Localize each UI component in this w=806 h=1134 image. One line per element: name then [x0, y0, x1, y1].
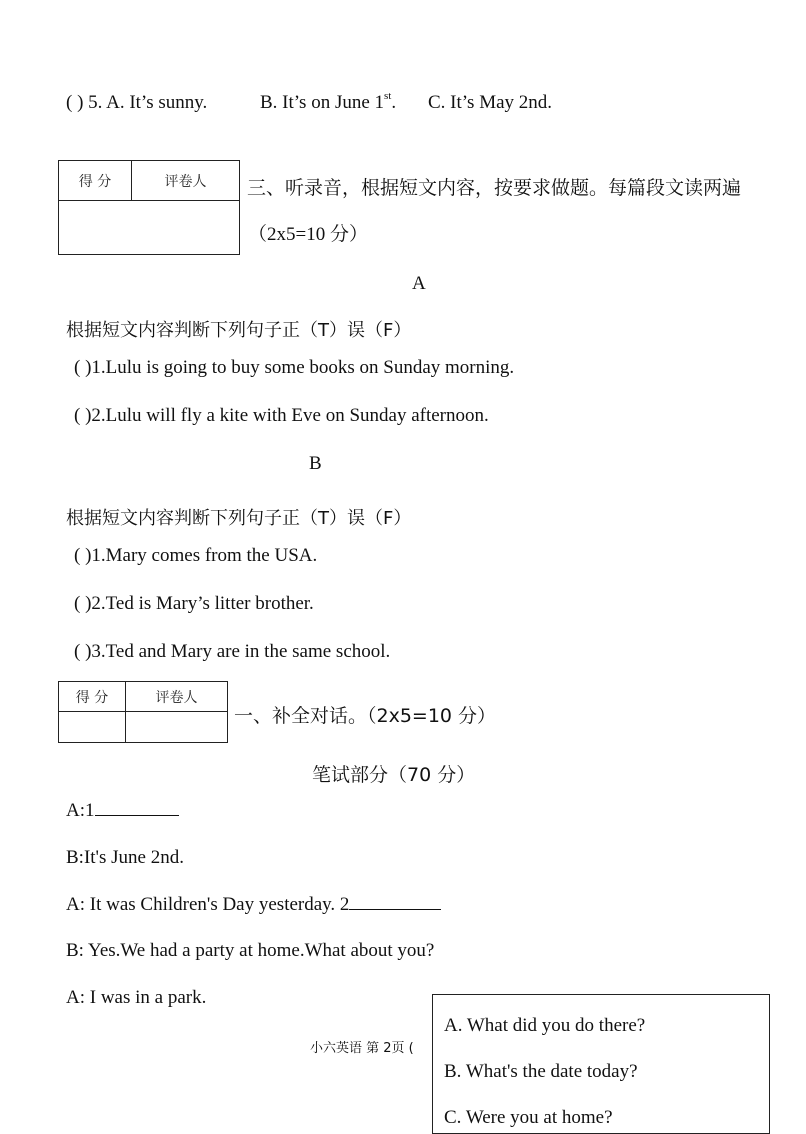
option-a: A. What did you do there? — [444, 1015, 646, 1036]
answer-paren: ( ) — [66, 92, 84, 113]
option-b — [260, 92, 396, 114]
dialogue-line: B: Yes.We had a party at home.What about you? — [66, 940, 435, 961]
section-3-title: 三、听录音，根据短文内容，按要求做题。每篇段文读两遍 — [247, 177, 742, 199]
grader-cell[interactable] — [126, 712, 228, 743]
page-footer: 小六英语 第 2页 ( — [310, 1041, 414, 1056]
dialogue-text: A: It was Children's Day yesterday. 2 — [66, 894, 350, 915]
list-item — [74, 357, 514, 379]
question-5 — [66, 92, 207, 114]
answer-blank[interactable] — [95, 801, 179, 816]
ordinal-suffix: st — [384, 90, 392, 102]
answer-paren: ( ) — [74, 405, 92, 426]
option-c: C. Were you at home? — [444, 1107, 613, 1128]
score-cell[interactable] — [59, 201, 240, 255]
list-item — [74, 641, 390, 663]
written-part-title: 笔试部分（70 分） — [312, 764, 476, 786]
answer-paren: ( ) — [74, 641, 92, 662]
grader-header: 评卷人 — [126, 682, 228, 712]
question-number: 5. — [88, 92, 103, 113]
option-a: A. It’s sunny. — [106, 92, 208, 113]
dialogue-line: A: I was in a park. — [66, 987, 207, 1008]
dialogue-text: A:1 — [66, 800, 95, 821]
list-item — [74, 405, 489, 427]
part-b-label: B — [309, 453, 322, 474]
answer-paren: ( ) — [74, 357, 92, 378]
list-item — [74, 545, 317, 567]
score-table — [58, 681, 228, 743]
answer-blank[interactable] — [349, 895, 441, 910]
dialogue-line — [66, 894, 441, 916]
item-text: 1.Mary comes from the USA. — [91, 545, 318, 566]
option-b-period: . — [391, 92, 397, 113]
option-b-text: B. It’s on June 1 — [260, 92, 385, 113]
score-cell[interactable] — [59, 712, 126, 743]
grader-header: 评卷人 — [132, 161, 240, 201]
part-a-instruction: 根据短文内容判断下列句子正（T）误（F） — [66, 320, 412, 341]
item-text: 3.Ted and Mary are in the same school. — [91, 641, 391, 662]
answer-paren: ( ) — [74, 593, 92, 614]
dialogue-line — [66, 800, 179, 822]
dialogue-line: B:It's June 2nd. — [66, 847, 184, 868]
list-item — [74, 593, 314, 615]
score-header: 得 分 — [59, 682, 126, 712]
part-a-label: A — [412, 273, 426, 294]
part-b-instruction: 根据短文内容判断下列句子正（T）误（F） — [66, 508, 412, 529]
section-1-title: 一、补全对话。（2x5=10 分） — [234, 705, 497, 727]
item-text: 2.Lulu will fly a kite with Eve on Sunday afternoon. — [91, 405, 489, 426]
option-c: C. It’s May 2nd. — [428, 92, 553, 113]
score-header: 得 分 — [59, 161, 132, 201]
section-3-points: （2x5=10 分） — [248, 224, 368, 245]
option-b: B. What's the date today? — [444, 1061, 638, 1082]
item-text: 1.Lulu is going to buy some books on Sunday morning. — [91, 357, 515, 378]
answer-paren: ( ) — [74, 545, 92, 566]
score-table — [58, 160, 240, 255]
item-text: 2.Ted is Mary’s litter brother. — [91, 593, 314, 614]
options-box — [432, 994, 770, 1134]
